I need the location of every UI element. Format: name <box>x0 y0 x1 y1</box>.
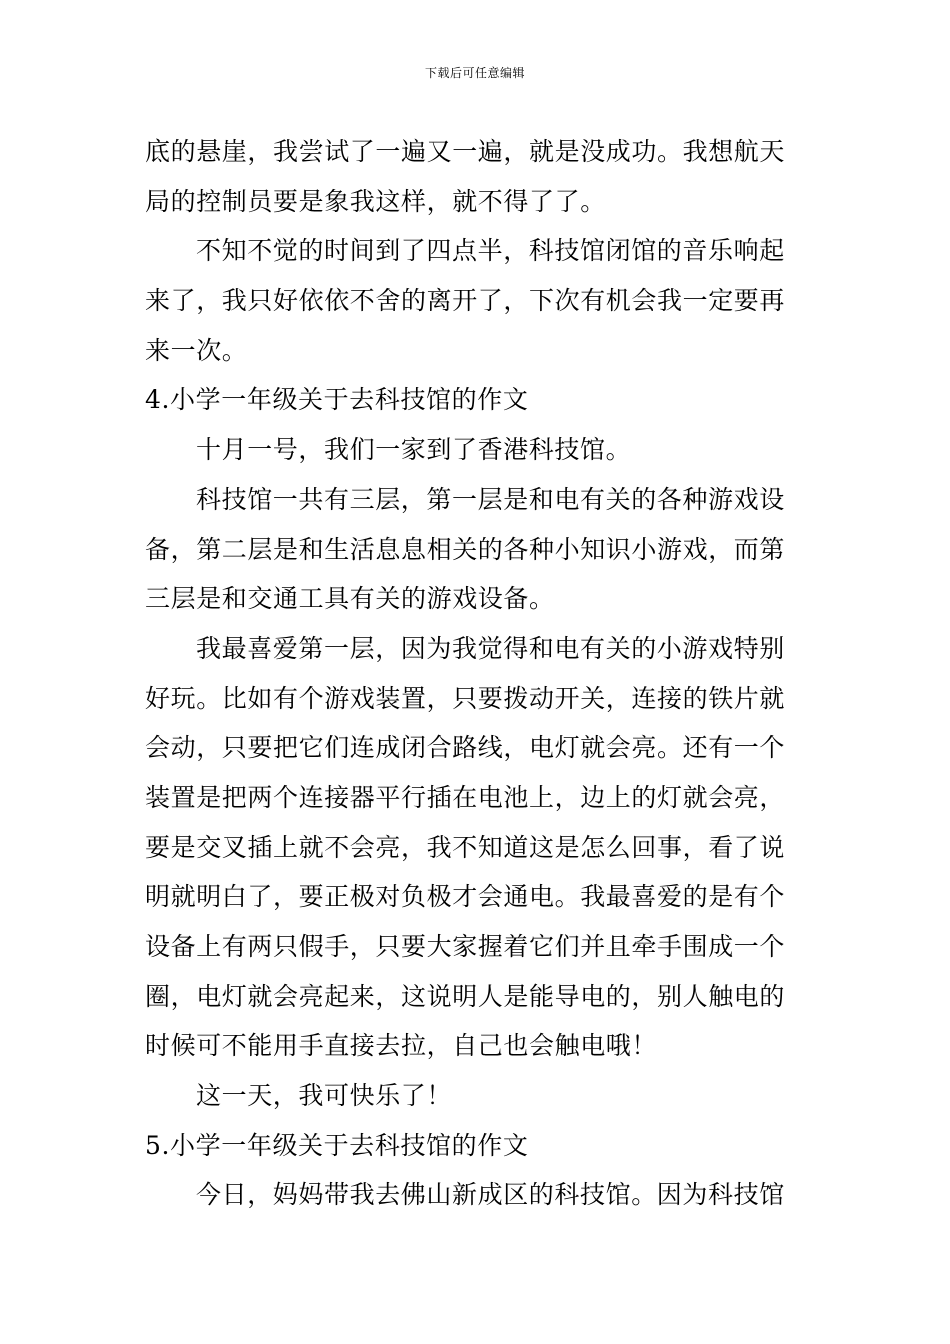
text-line: 时候可不能用手直接去拉，自己也会触电哦！ <box>145 1031 658 1061</box>
page-header: 下载后可任意编辑 <box>424 66 525 80</box>
section-heading: 5.小学一年级关于去科技馆的作文 <box>145 1130 529 1160</box>
paragraph-start: 这一天，我可快乐了！ <box>196 1081 453 1111</box>
paragraph-start: 我最喜爱第一层，因为我觉得和电有关的小游戏特别 <box>196 633 785 663</box>
text-line: 会动，只要把它们连成闭合路线，电灯就会亮。还有一个 <box>145 733 786 763</box>
text-line: 明就明白了，要正极对负极才会通电。我最喜爱的是有个 <box>145 882 786 912</box>
paragraph-start: 科技馆一共有三层，第一层是和电有关的各种游戏设 <box>196 484 785 514</box>
paragraph-start: 不知不觉的时间到了四点半，科技馆闭馆的音乐响起 <box>196 236 785 266</box>
paragraph-start: 今日，妈妈带我去佛山新成区的科技馆。因为科技馆 <box>196 1180 785 1210</box>
text-line: 要是交叉插上就不会亮，我不知道这是怎么回事，看了说 <box>145 832 786 862</box>
text-line: 装置是把两个连接器平行插在电池上，边上的灯就会亮， <box>145 782 786 812</box>
document-body <box>145 127 815 1220</box>
paragraph-start: 十月一号，我们一家到了香港科技馆。 <box>196 435 632 465</box>
text-line: 好玩。比如有个游戏装置，只要拨动开关，连接的铁片就 <box>145 683 786 713</box>
text-line: 备，第二层是和生活息息相关的各种小知识小游戏，而第 <box>145 534 786 564</box>
text-line: 来了，我只好依依不舍的离开了，下次有机会我一定要再 <box>145 286 786 316</box>
text-line: 设备上有两只假手，只要大家握着它们并且牵手围成一个 <box>145 932 786 961</box>
section-heading: 4.小学一年级关于去科技馆的作文 <box>145 385 529 415</box>
text-line: 三层是和交通工具有关的游戏设备。 <box>145 584 555 614</box>
text-line: 圈，电灯就会亮起来，这说明人是能导电的，别人触电的 <box>145 981 786 1011</box>
text-line: 局的控制员要是象我这样，就不得了了。 <box>145 186 606 216</box>
text-line: 来一次。 <box>145 335 248 365</box>
text-line: 底的悬崖，我尝试了一遍又一遍，就是没成功。我想航天 <box>145 137 786 166</box>
